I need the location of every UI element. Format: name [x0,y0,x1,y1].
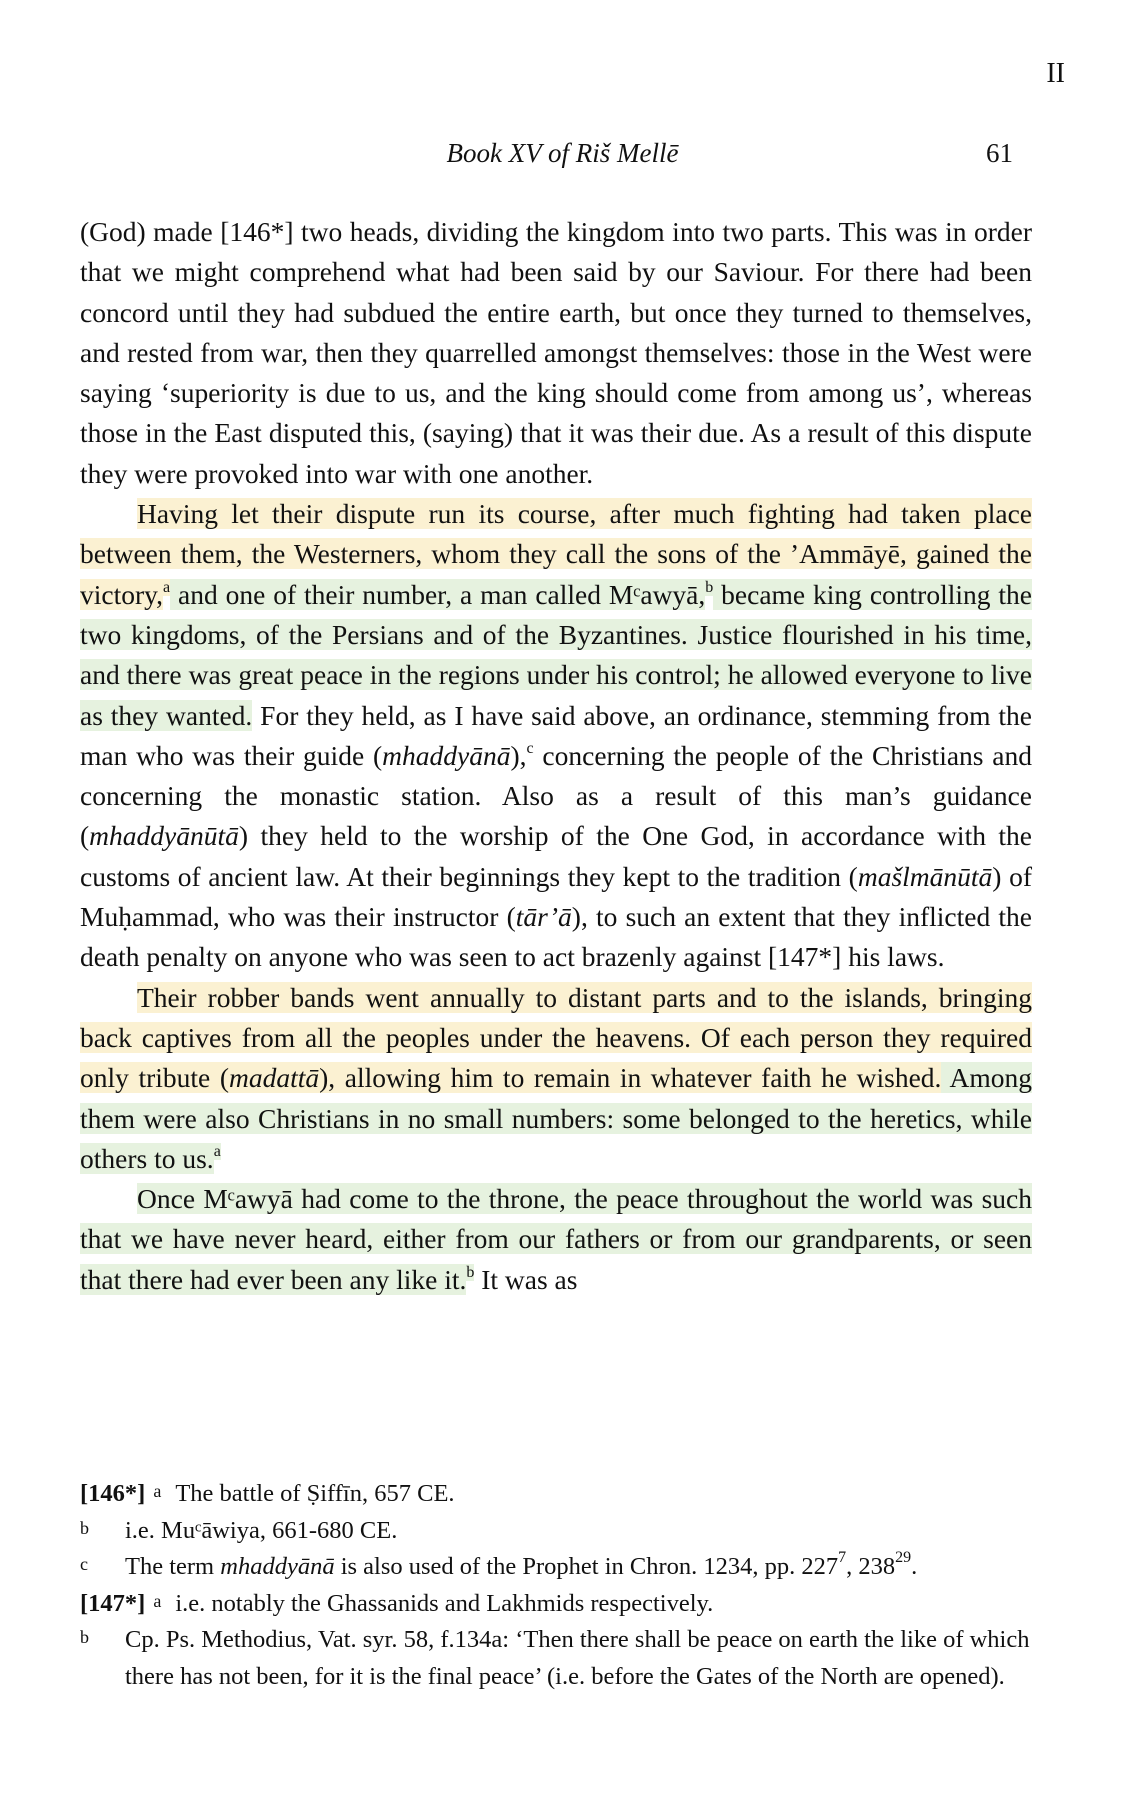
superscript: 7 [838,1549,847,1567]
running-header [0,138,1125,174]
text-run: ), to such an extent that they inflicted the death penalty on anyone who was seen to act brazenly against [147*] his laws. [80,901,1033,973]
text-run: For they held, as I have said above, an ordinance, stemming from the man who was their guide ( [80,699,1032,771]
highlight-green: became king controlling the two kingdoms, of the Persians and of the Byzantines. Justice flourished in his time, and there was great peace in the regions under his control; he allowed everyone to live as they wanted. [80,578,1032,731]
text-run: It was as [474,1263,578,1295]
footnote-text: i.e. notably the Ghassanids and Lakhmids respectively. [175,1589,714,1617]
footnote [80,1476,1032,1513]
italic-term: mašlmānūtā [857,860,993,892]
footnote-mark: b [80,1627,89,1648]
footnote-marker: b [466,1263,475,1281]
text-run: ) of Muḥammad, who was their instructor ( [80,860,1032,933]
footnote-marker: b [705,578,714,596]
paragraph-4 [80,1179,1032,1300]
paragraph-3 [80,978,1032,1179]
page-number: 61 [986,138,1013,168]
footnote-text: The battle of Ṣiffīn, 657 CE. [175,1480,455,1507]
footnote-ref: [146*] [80,1480,146,1507]
footnote-marker: a [213,1142,221,1160]
footnote [80,1549,1032,1586]
text-run: ), [510,739,527,771]
text-run: The term [125,1553,221,1581]
highlight-yellow: ), allowing him to remain in whatever faith he wished. [319,1062,942,1094]
footnote-mark: a [153,1481,162,1501]
footnote-marker: a [162,578,171,596]
highlight-green: Among them were also Christians in no small numbers: some belonged to the heretics, while others to us. [80,1062,1032,1174]
footnote-mark: b [80,1517,89,1538]
highlight-green: Once Mᶜawyā had come to the throne, the peace throughout the world was such that we have never heard, either from our fathers or from our grandparents, or seen that there had ever been any like it. [80,1183,1032,1295]
paragraph-2 [80,494,1032,978]
text-run: . [911,1553,918,1581]
highlight-yellow: Their robber bands went annually to distant parts and to the islands, bringing back captives from all the peoples under the heavens. Of each person they required only tribute ( [80,981,1032,1094]
footnote-ref: [147*] [80,1589,146,1617]
roman-numeral: II [1046,58,1065,89]
text-run: , 238 [846,1553,896,1581]
footnote-text: i.e. Muᶜāwiya, 661-680 CE. [125,1516,398,1544]
footnote [80,1513,1032,1550]
italic-term: mhaddyānā [382,739,511,771]
highlight-yellow: Having let their dispute run its course, after much fighting had taken place between them, the Westerners, whom they call the sons of the ’Ammāyē, gained the victory, [80,498,1032,610]
italic-term: tār’ā [515,901,572,933]
body-text [80,212,1032,1300]
footnote [80,1622,1032,1695]
footnote-mark: c [80,1554,88,1575]
italic-term: mhaddyānā [220,1553,335,1581]
italic-term: madattā [229,1062,320,1094]
superscript: 29 [895,1549,912,1567]
footnote [80,1586,1032,1623]
text-run: concerning the people of the Christians and concerning the monastic station. Also as a result of this man’s guidance ( [80,739,1033,852]
footnotes [80,1476,1032,1696]
text-run: is also used of the Prophet in Chron. 1234, pp. 227 [334,1553,839,1581]
text-run: ) they held to the worship of the One God, in accordance with the customs of ancient law. At their beginnings they kept to the tradition ( [80,820,1032,892]
footnote-text: Cp. Ps. Methodius, Vat. syr. 58, f.134a: ‘Then there shall be peace on earth the like of which there has not been, for it is the final peace’ (i.e. before the Gates of the North are opened). [125,1626,1030,1690]
italic-term: mhaddyānūtā [89,820,239,852]
highlight-green: and one of their number, a man called Mᶜawyā, [170,578,706,610]
footnote-mark: a [153,1590,162,1611]
running-title: Book XV of Riš Mellē [446,138,679,168]
footnote-marker: c [526,739,534,757]
paragraph-1: (God) made [146*] two heads, dividing the kingdom into two parts. This was in order that we might comprehend what had been said by our Saviour. For there had been concord until they had subdued the entire earth, but once they turned to themselves, and rested from war, then they quarrelled amongst themselves: those in the West were saying ‘superiority is due to us, and the king should come from among us’, whereas those in the East disputed this, (saying) that it was their due. As a result of this dispute they were provoked into war with one another. [80,216,1032,489]
footnote-text [125,1549,1032,1586]
